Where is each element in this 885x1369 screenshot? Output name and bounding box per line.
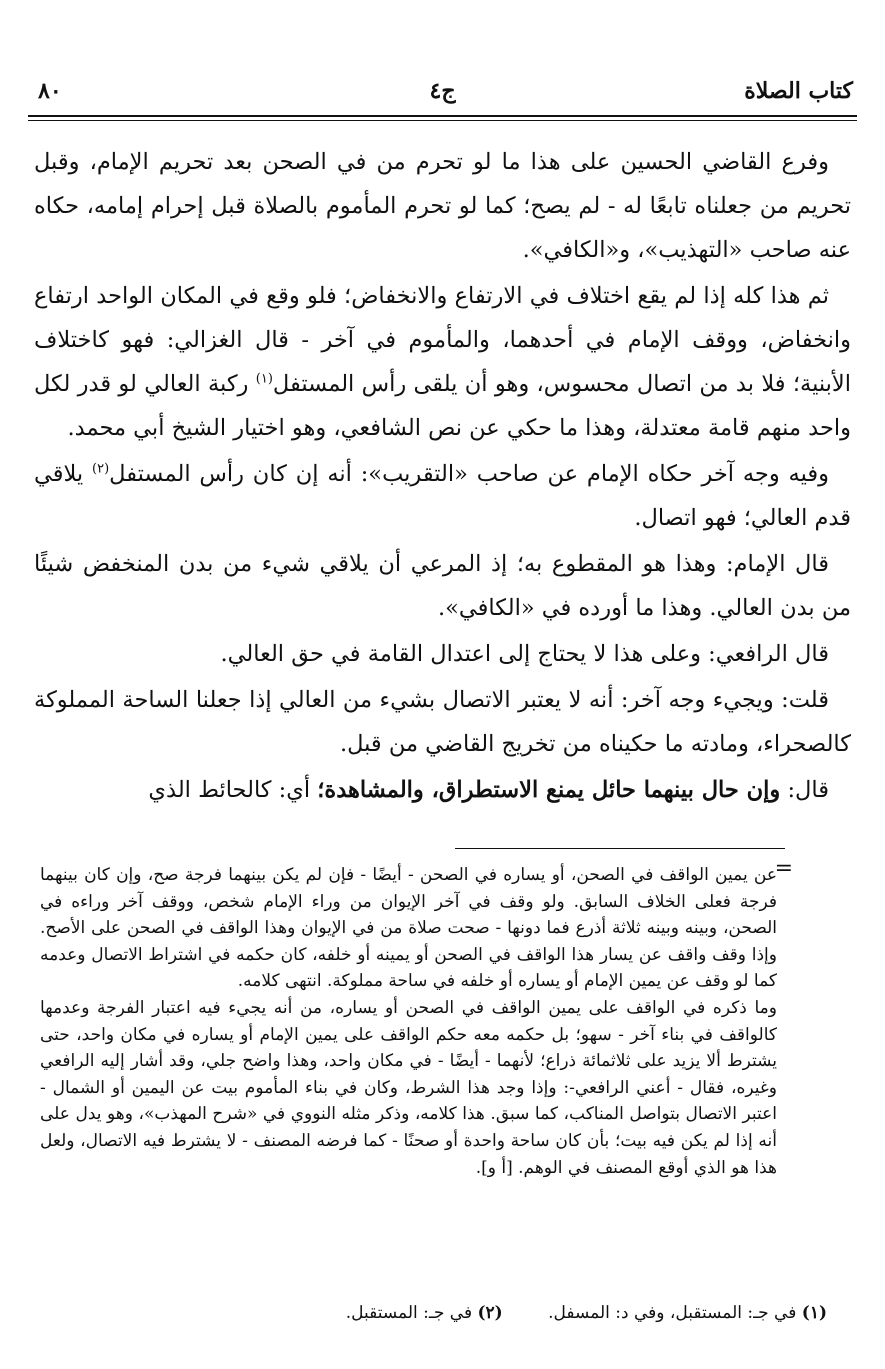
main-text	[34, 140, 851, 814]
paragraph-1: وفرع القاضي الحسين على هذا ما لو تحرم من في الصحن بعد تحريم الإمام، وقبل تحريم من جعلناه تابعًا له - لم يصح؛ كما لو تحرم المأموم بالصلاة قبل إحرام إمامه، حكاه عنه صاحب «التهذيب»، و«الكافي».	[34, 149, 851, 263]
footnote-cont-paragraph-2: وما ذكره في الواقف على يمين الواقف في الصحن أو يساره، من أنه يجيء فيه اعتبار الفرجة وعدمها كالواقف في بناء آخر - سهو؛ بل حكمه معه حكم الواقف على يمين الإمام أو يساره في مكان واحد، حتى يشترط ألا يزيد على ثلاثمائة ذراع؛ لأنهما - أيضًا - في مكان واحد، وهذا واضح جلي، وقد أشار إليه الرافعي وغيره، فقال - أعني الرافعي-: وإذا وجد هذا الشرط، وكان في بناء المأموم بيت عن اليمين أو الشمال - اعتبر الاتصال بتواصل المناكب، كما سبق. هذا كلامه، وذكر مثله النووي في «شرح المهذب»، وهو يدل على أنه إذا لم يكن فيه بيت؛ بأن كان ساحة واحدة أو صحنًا - كما فرضه المصنف - لا يشترط فيه الاتصال، ولعل هذا هو الذي أوقع المصنف في الوهم. [أ و].	[40, 997, 777, 1178]
paragraph-7: قال: وإن حال بينهما حائل يمنع الاستطراق، والمشاهدة؛ أي: كالحائط الذي	[148, 777, 829, 803]
paragraph-5: قال الرافعي: وعلى هذا لا يحتاج إلى اعتدال القامة في حق العالي.	[220, 641, 829, 667]
footnote-ref-2: (٢)	[92, 461, 110, 477]
header-rule-thick	[28, 115, 857, 117]
header-rule-thin	[28, 120, 857, 121]
footnote-continuation	[40, 862, 777, 1181]
footnote-divider	[455, 848, 785, 849]
paragraph-6: قلت: ويجيء وجه آخر: أنه لا يعتبر الاتصال بشيء من العالي إذا جعلنا الساحة المملوكة كالصحراء، ومادته ما حكيناه من تخريج القاضي من قبل.	[34, 687, 851, 757]
footnote-cont-paragraph-1: عن يمين الواقف في الصحن، أو يساره في الصحن - أيضًا - فإن لم يكن بينهما فرجة صح، وإن كان بينهما فرجة فعلى الخلاف السابق. ولو وقف في آخر الإيوان من وراء الإمام شخص، ووقف آخر وراءه في الصحن، وبينه وبينه ثلاثة أذرع فما دونها - صحت صلاة من في الإيوان وهذا الواقف في الصحن على الأصح. وإذا وقف واقف عن يسار هذا الواقف في الصحن أو يمينه أو خلفه، كان حكمه في اشتراط الاتصال وعدمه كما لو وقف عن يمين الإمام أو يساره أو خلفه في ساحة مملوكة. انتهى كلامه.	[40, 865, 777, 992]
page-number: ٨٠	[38, 78, 62, 104]
footnote-list	[40, 1300, 827, 1326]
paragraph-2: ثم هذا كله إذا لم يقع اختلاف في الارتفاع والانخفاض؛ فلو وقع في المكان الواحد ارتفاع وانخفاض، ووقف الإمام في أحدهما، والمأموم في آخر - قال الغزالي: فهو كاختلاف الأبنية؛ فلا بد من اتصال محسوس، وهو أن يلقى رأس المستفل$^{(١)}$ ركبة العالي لو قدر لكل واحد منهم قامة معتدلة، وهذا ما حكي عن نص الشافعي، وهو اختيار الشيخ أبي محمد.	[34, 283, 851, 441]
paragraph-4: قال الإمام: وهذا هو المقطوع به؛ إذ المرعي أن يلاقي شيء من بدن المنخفض شيئًا من بدن العالي. وهذا ما أورده في «الكافي».	[34, 551, 851, 621]
paragraph-3: وفيه وجه آخر حكاه الإمام عن صاحب «التقريب»: أنه إن كان رأس المستفل$^{(٢)}$ يلاقي قدم العالي؛ فهو اتصال.	[34, 461, 851, 531]
book-title: كتاب الصلاة	[744, 78, 853, 104]
footnote-continuation-mark: =	[774, 856, 793, 881]
footnote-2: (٢) في جـ: المستقبل.	[345, 1303, 503, 1323]
matn-quote: وإن حال بينهما حائل يمنع الاستطراق، والمشاهدة؛	[317, 777, 781, 803]
volume-label: ج٤	[429, 78, 456, 104]
footnote-ref-1: (١)	[255, 371, 273, 387]
page-header	[28, 76, 857, 110]
footnote-1: (١) في جـ: المستقبل، وفي د: المسفل.	[548, 1303, 827, 1323]
